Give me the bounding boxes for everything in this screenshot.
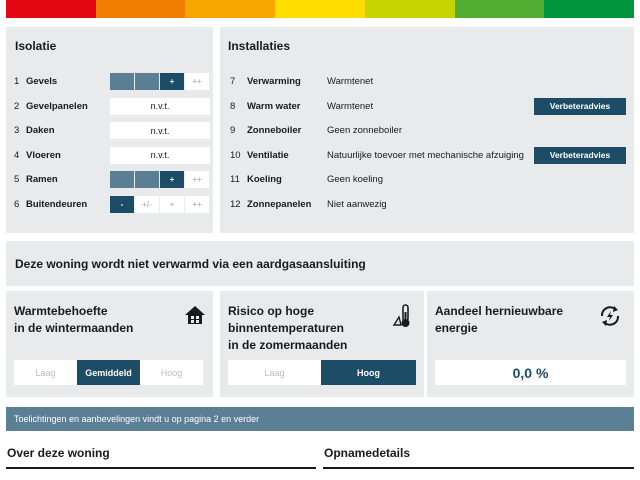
- installatie-row-zonneboiler: [230, 122, 402, 139]
- rating-cell: ++: [185, 171, 209, 188]
- energy-label-segment: [275, 0, 365, 18]
- house-icon: [184, 304, 206, 326]
- row-number: 12: [230, 198, 241, 210]
- installaties-title: Installaties: [228, 39, 291, 53]
- verbeteradvies-button[interactable]: Verbeteradvies: [534, 147, 626, 164]
- row-number: 6: [14, 198, 20, 210]
- installatie-row-verwarming: [230, 73, 373, 90]
- scale-option-hoog: Hoog: [140, 360, 203, 385]
- scale-option-gemiddeld: Gemiddeld: [77, 360, 140, 385]
- row-label: Gevelpanelen: [26, 100, 88, 112]
- isolatie-rating-scale: [110, 73, 209, 90]
- row-number: 2: [14, 100, 20, 112]
- scale-option-hoog: Hoog: [321, 360, 416, 385]
- energy-label-segment: [365, 0, 455, 18]
- rating-cell: ++: [185, 196, 209, 213]
- row-number: 11: [230, 174, 240, 185]
- isolatie-row-gevelpanelen: [14, 98, 88, 115]
- installatie-row-zonnepanelen: [230, 196, 387, 213]
- row-number: 9: [230, 125, 236, 136]
- isolatie-title: Isolatie: [15, 39, 57, 53]
- hernieuwbaar-title: Aandeel hernieuwbare energie: [435, 304, 564, 335]
- row-label: Warm water: [247, 100, 301, 112]
- scale-option-laag: Laag: [14, 360, 77, 385]
- row-label: Daken: [26, 125, 55, 136]
- energy-label-segment: [185, 0, 275, 18]
- isolatie-rating-scale: [110, 196, 209, 213]
- rating-cell: +: [160, 171, 184, 188]
- warmtebehoefte-card: [6, 291, 213, 397]
- energy-label-segment: [455, 0, 545, 18]
- row-number: 1: [14, 76, 20, 87]
- rating-cell: [110, 73, 134, 90]
- row-value: Natuurlijke toevoer met mechanische afzuiging: [327, 149, 524, 161]
- row-label: Zonneboiler: [247, 125, 302, 136]
- over-deze-woning-divider: [6, 467, 316, 469]
- warmtebehoefte-scale: [14, 360, 203, 385]
- row-value: Warmtenet: [327, 100, 374, 112]
- installatie-row-ventilatie: [230, 147, 524, 164]
- rating-cell: [110, 171, 134, 188]
- installaties-panel: [220, 27, 634, 233]
- opnamedetails-divider: [323, 467, 634, 469]
- rating-cell: ++: [185, 73, 209, 90]
- gas-banner: [6, 241, 634, 286]
- row-number: 8: [230, 100, 236, 112]
- installatie-row-koeling: [230, 171, 383, 188]
- isolatie-value-nvt: n.v.t.: [110, 98, 210, 115]
- rating-cell: -: [110, 196, 134, 213]
- over-deze-woning-heading: Over deze woning: [7, 446, 110, 460]
- energy-label-segment: [6, 0, 96, 18]
- rating-cell: [135, 73, 159, 90]
- rating-cell: +: [160, 73, 184, 90]
- isolatie-row-daken: [14, 122, 55, 139]
- risico-title: Risico op hoge binnentemperaturen in de zomermaanden: [228, 304, 348, 352]
- row-value: Niet aanwezig: [327, 198, 387, 210]
- row-label: Zonnepanelen: [247, 198, 312, 210]
- renewable-icon: [597, 303, 623, 329]
- hernieuwbaar-value: 0,0 %: [435, 360, 626, 385]
- energy-label-segment: [96, 0, 186, 18]
- isolatie-value-nvt: n.v.t.: [110, 147, 210, 164]
- energy-label-bar: [6, 0, 634, 18]
- row-number: 10: [230, 149, 241, 161]
- hernieuwbaar-card: [427, 291, 634, 397]
- risico-scale: [228, 360, 416, 385]
- isolatie-value-nvt: n.v.t.: [110, 122, 210, 139]
- energy-label-segment: [544, 0, 634, 18]
- verbeteradvies-button[interactable]: Verbeteradvies: [534, 98, 626, 115]
- row-label: Gevels: [26, 76, 58, 87]
- row-label: Verwarming: [247, 76, 301, 87]
- row-label: Koeling: [247, 174, 282, 185]
- row-number: 7: [230, 76, 236, 87]
- thermometer-icon: [392, 303, 414, 329]
- row-label: Vloeren: [26, 149, 61, 161]
- row-value: Geen koeling: [327, 174, 383, 185]
- isolatie-rating-scale: [110, 171, 209, 188]
- row-label: Buitendeuren: [26, 198, 88, 210]
- row-number: 4: [14, 149, 20, 161]
- isolatie-panel: [6, 27, 213, 233]
- row-label: Ramen: [26, 174, 58, 185]
- scale-option-laag: Laag: [228, 360, 321, 385]
- row-value: Warmtenet: [327, 76, 374, 87]
- isolatie-row-gevels: [14, 73, 57, 90]
- isolatie-row-ramen: [14, 171, 58, 188]
- gas-banner-text: Deze woning wordt niet verwarmd via een aardgasaansluiting: [15, 257, 366, 271]
- opnamedetails-heading: Opnamedetails: [324, 446, 411, 460]
- rating-cell: +: [160, 196, 184, 213]
- row-number: 3: [14, 125, 20, 136]
- isolatie-row-buitendeuren: [14, 196, 87, 213]
- installatie-row-warm-water: [230, 98, 373, 115]
- isolatie-row-vloeren: [14, 147, 61, 164]
- row-value: Geen zonneboiler: [327, 125, 402, 136]
- row-label: Ventilatie: [247, 149, 289, 161]
- risico-card: [220, 291, 424, 397]
- rating-cell: [135, 171, 159, 188]
- warmtebehoefte-title: Warmtebehoefte in de wintermaanden: [14, 304, 134, 335]
- rating-cell: +/-: [135, 196, 159, 213]
- row-number: 5: [14, 174, 20, 185]
- toelichting-bar: Toelichtingen en aanbevelingen vindt u op pagina 2 en verder: [6, 407, 634, 431]
